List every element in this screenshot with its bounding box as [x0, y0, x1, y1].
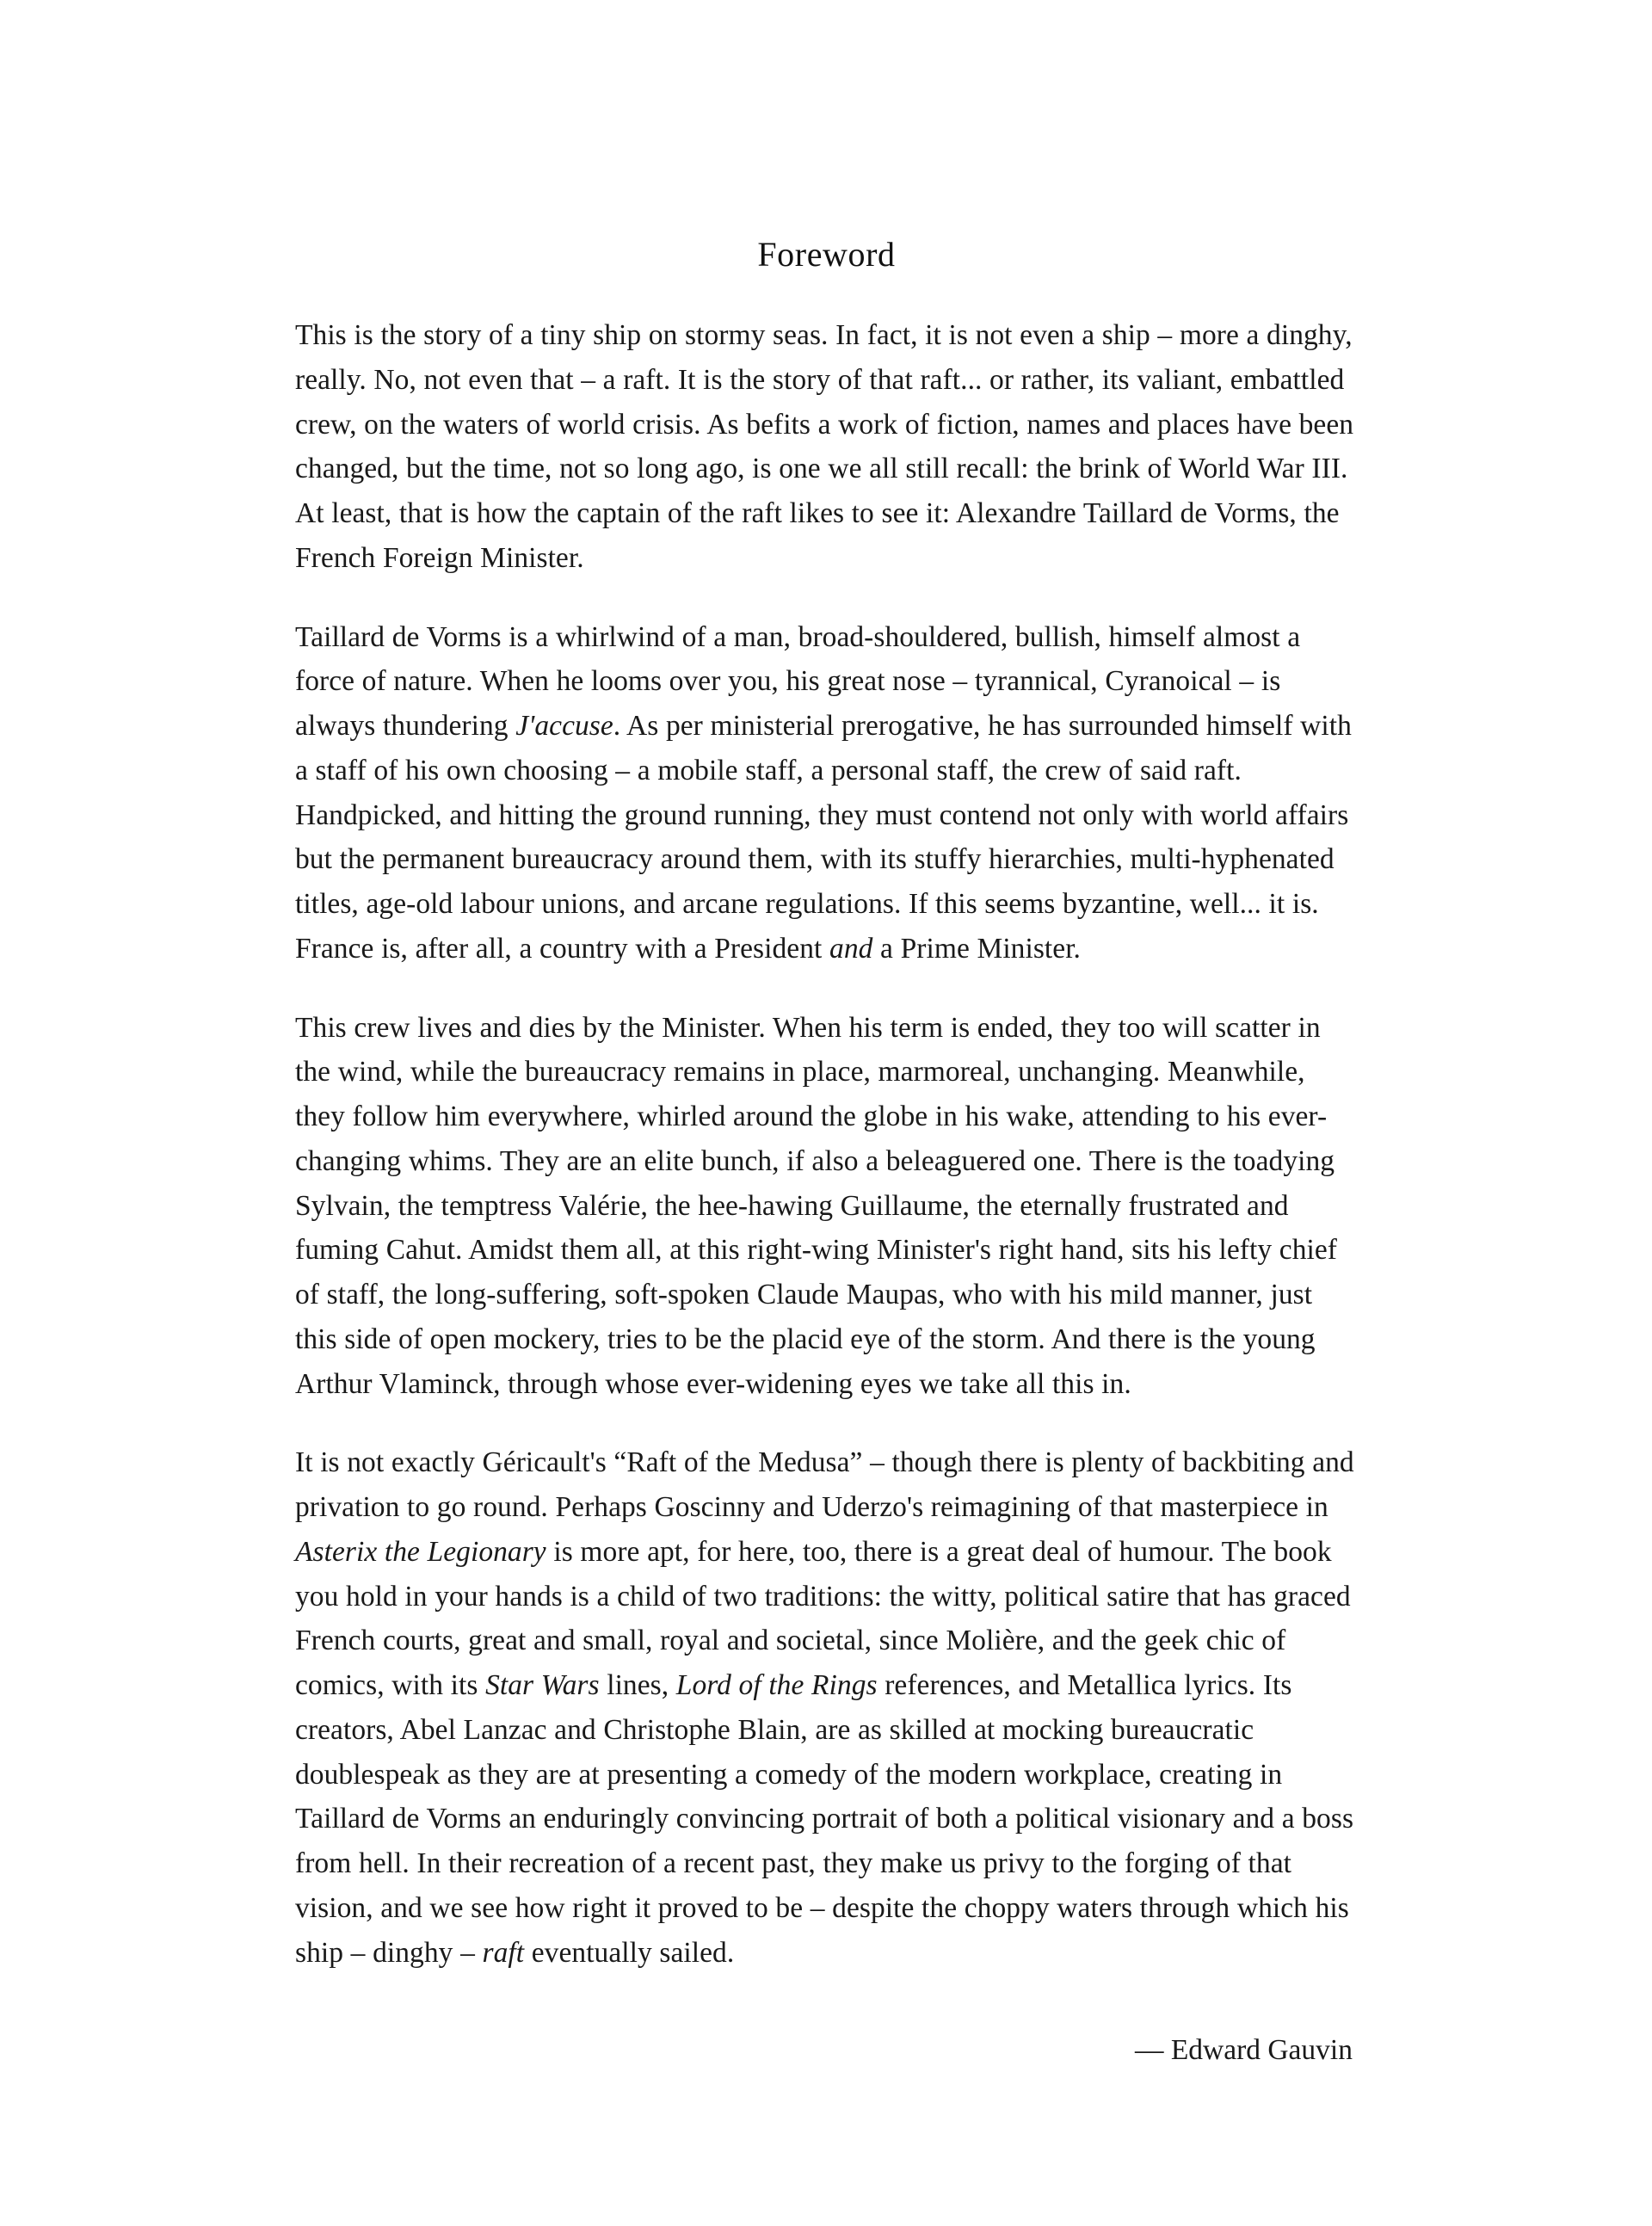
paragraph-2: Taillard de Vorms is a whirlwind of a man, broad-shouldered, bullish, himself almost a force of nature. When he looms over you, his great nose – tyrannical, Cyranoical – is always thundering J'accuse. As per ministerial prerogative, he has surrounded himself with a staff of his own choosing – a mobile staff, a personal staff, the crew of said raft. Handpicked, and hitting the ground running, they must contend not only with world affairs but the permanent bureaucracy around them, with its stuffy hierarchies, multi-hyphenated titles, age-old labour unions, and arcane regulations. If this seems byzantine, well... it is. France is, after all, a country with a President and a Prime Minister. [295, 620, 1352, 965]
italic-phrase: J'accuse [515, 710, 613, 742]
paragraph-3: This crew lives and dies by the Minister. When his term is ended, they too will scatter in the wind, while the bureaucracy remains in place, marmoreal, unchanging. Meanwhile, they follow him everywhere, whirled around the globe in his wake, attending to his ever-changing whims. They are an elite bunch, if also a beleaguered one. There is the toadying Sylvain, the temptress Valérie, the hee-hawing Guillaume, the eternally frustrated and fuming Cahut. Amidst them all, at this right-wing Minister's right hand, sits his lefty chief of staff, the long-suffering, soft-spoken Claude Maupas, who with his mild manner, just this side of open mockery, tries to be the placid eye of the storm. And there is the young Arthur Vlaminck, through whose ever-widening eyes we take all this in. [295, 1011, 1337, 1400]
page-title: Foreword [757, 235, 896, 274]
italic-phrase: and [829, 932, 873, 965]
paragraph-1: This is the story of a tiny ship on stormy seas. In fact, it is not even a ship – more a dinghy, really. No, not even that – a raft. It is the story of that raft... or rather, its valiant, embattled crew, on the waters of world crisis. As befits a work of fiction, names and places have been changed, but the time, not so long ago, is one we all still recall: the brink of World War III. At least, that is how the captain of the raft likes to see it: Alexandre Taillard de Vorms, the French Foreign Minister. [295, 319, 1354, 574]
italic-phrase: Star Wars [485, 1669, 600, 1701]
signature-attribution: — Edward Gauvin [1134, 2034, 1353, 2067]
text-column [295, 234, 1358, 2073]
italic-phrase: Asterix the Legionary [295, 1535, 546, 1568]
paragraph-4: It is not exactly Géricault's “Raft of the Medusa” – though there is plenty of backbiting and privation to go round. Perhaps Goscinny and Uderzo's reimagining of that masterpiece in Asterix the Legionary is more apt, for here, too, there is a great deal of humour. The book you hold in your hands is a child of two traditions: the witty, political satire that has graced French courts, great and small, royal and societal, since Molière, and the geek chic of comics, with its Star Wars lines, Lord of the Rings references, and Metallica lyrics. Its creators, Abel Lanzac and Christophe Blain, are as skilled at mocking bureaucratic doublespeak as they are at presenting a comedy of the modern workplace, creating in Taillard de Vorms an enduringly convincing portrait of both a political visionary and a boss from hell. In their recreation of a recent past, they make us privy to the forging of that vision, and we see how right it proved to be – despite the choppy waters through which his ship – dinghy – raft eventually sailed. [295, 1446, 1354, 1969]
italic-phrase: raft [482, 1936, 525, 1969]
italic-phrase: Lord of the Rings [675, 1669, 878, 1701]
